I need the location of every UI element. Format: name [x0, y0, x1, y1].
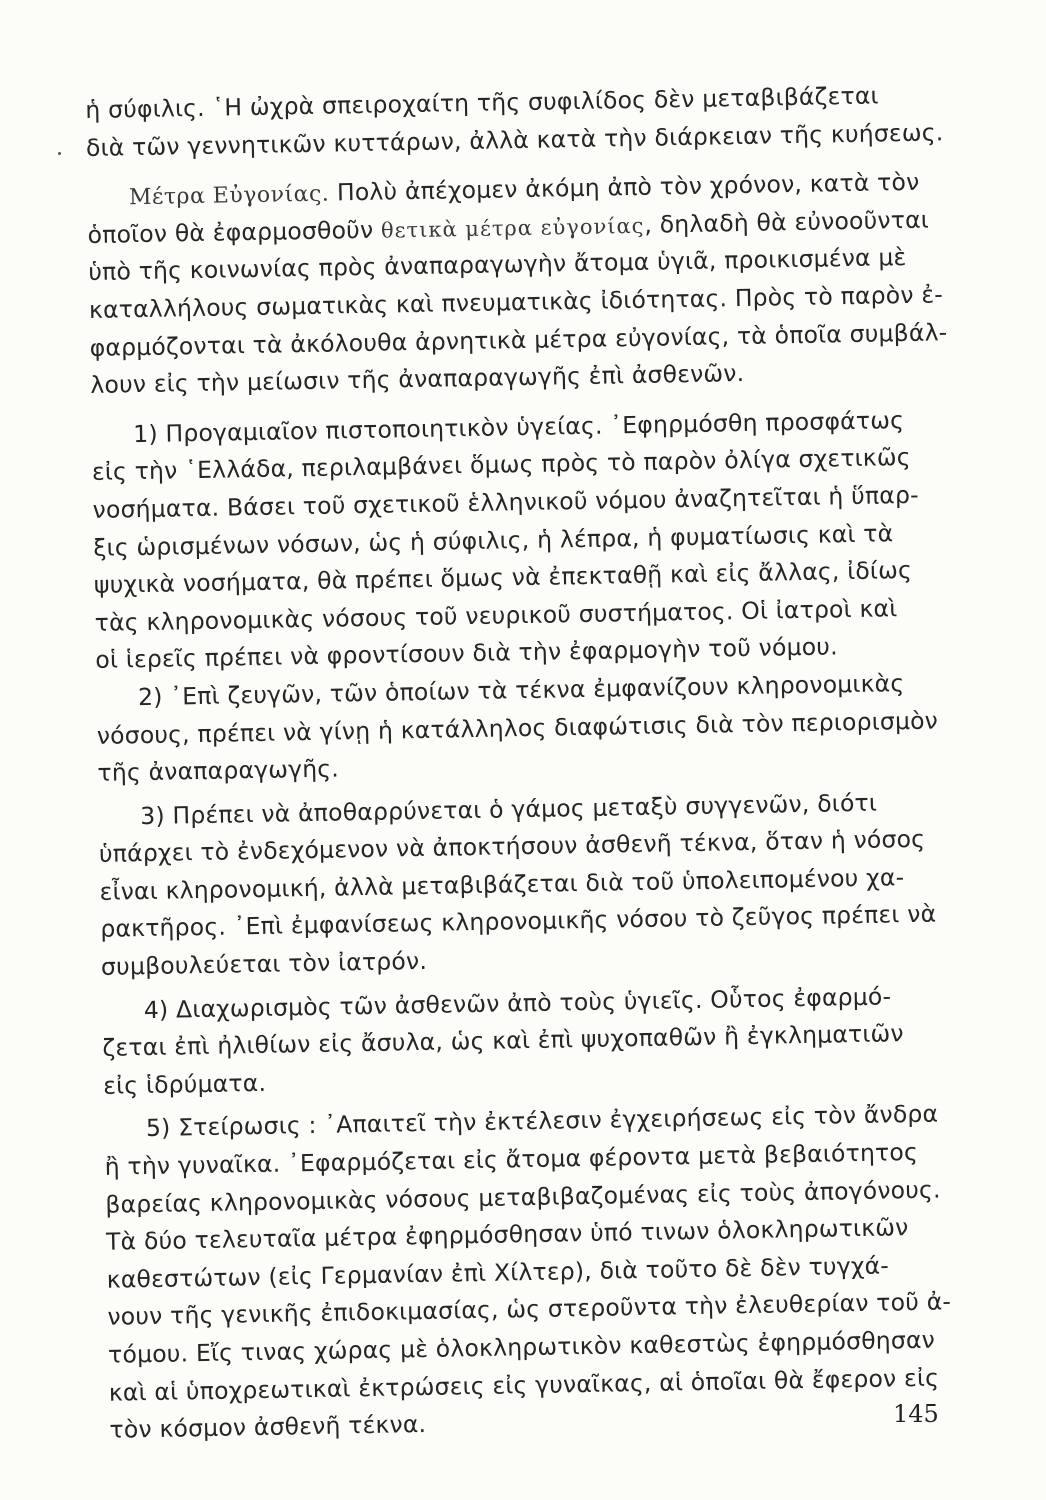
list-item-3: 3) Πρέπει νὰ ἀποθαρρύνεται ὁ γάμος μεταξὺ συγγενῶν, διότι: [140, 788, 878, 830]
list-item-2: 2) ᾿Επὶ ζευγῶν, τῶν ὁποίων τὰ τέκνα ἐμφανίζουν κληρονομικὰς: [137, 668, 905, 712]
text-line: ὑπάρχει τὸ ἐνδεχόμενον νὰ ἀποκτήσουν ἀσθενῆ τέκνα, ὅταν ἡ νόσος: [98, 825, 926, 869]
text-line: οἱ ἱερεῖς πρέπει νὰ φροντίσουν διὰ τὴν ἐφαρμογὴν τοῦ νόμου.: [95, 632, 839, 675]
body-text: [85, 76, 970, 1449]
text-line: ρακτῆρος. ᾿Επὶ ἐμφανίσεως κληρονομικῆς νόσου τὸ ζεῦγος πρέπει νὰ: [100, 900, 937, 944]
text-line: νοσήματα. Βάσει τοῦ σχετικοῦ ἑλληνικοῦ νόμου ἀναζητεῖται ἡ ὕπαρ-: [92, 480, 920, 524]
text-line: ἢ τὴν γυναῖκα. ᾿Εφαρμόζεται εἰς ἄτομα φέροντα μετὰ βεβαιότητος: [104, 1137, 919, 1181]
text-line: βαρείας κληρονομικὰς νόσους μεταβιβαζομένας εἰς τοὺς ἀπογόνους.: [105, 1175, 941, 1219]
list-item-1: 1) Προγαμιαῖον πιστοποιητικὸν ὑγείας. ᾿Εφηρμόσθη προσφάτως: [133, 405, 905, 448]
text-line: τὰς κληρονομικὰς νόσους τοῦ νευρικοῦ συστήματος. Οἱ ἰατροὶ καὶ: [94, 593, 898, 637]
text-line: ζεται ἐπὶ ἠλιθίων εἰς ἄσυλα, ὡς καὶ ἐπὶ ψυχοπαθῶν ἢ ἐγκληματιῶν: [102, 1019, 904, 1063]
text-line: λουν εἰς τὴν μείωσιν τῆς ἀναπαραγωγῆς ἐπὶ ἀσθενῶν.: [90, 359, 745, 400]
text-line: εἰς τὴν ῾Ελλάδα, περιλαμβάνει ὅμως πρὸς τὸ παρὸν ὀλίγα σχετικῶς: [91, 443, 911, 487]
text-line: καταλλήλους σωματικὰς καὶ πνευματικὰς ἰδιότητας. Πρὸς τὸ παρὸν ἐ-: [88, 280, 944, 324]
text-line: Τὰ δύο τελευταῖα μέτρα ἐφηρμόσθησαν ὑπό τινων ὁλοκληρωτικῶν: [105, 1213, 909, 1257]
text-line: διὰ τῶν γεννητικῶν κυττάρων, ἀλλὰ κατὰ τὴν διάρκειαν τῆς κυήσεως.: [85, 117, 944, 162]
emphasized-term: θετικὰ μέτρα εὐγονίας: [380, 213, 645, 243]
list-item-4: 4) Διαχωρισμὸς τῶν ἀσθενῶν ἀπὸ τοὺς ὑγιεῖς. Οὗτος ἐφαρμό-: [143, 982, 892, 1024]
text-line: εἶναι κληρονομική, ἀλλὰ μεταβιβάζεται διὰ τοῦ ὑπολειπομένου χα-: [99, 862, 905, 906]
margin-speck: [58, 152, 61, 155]
text-line: εἰς ἱδρύματα.: [102, 1068, 267, 1100]
text-line: συμβουλεύεται τὸν ἰατρόν.: [100, 946, 428, 981]
text-span: Πολὺ ἀπέχομεν ἀκόμη ἀπὸ τὸν χρόνον, κατὰ τὸν: [329, 167, 920, 207]
text-line: ὑπὸ τῆς κοινωνίας πρὸς ἀναπαραγωγὴν ἄτομα ὑγιᾶ, προικισμένα μὲ: [88, 243, 907, 287]
text-line: ξις ὡρισμένων νόσων, ὡς ἡ σύφιλις, ἡ λέπρα, ἡ φυματίωσις καὶ τὰ: [93, 518, 894, 562]
text-line: νόσους, πρέπει νὰ γίνῃ ἡ κατάλληλος διαφώτισις διὰ τὸν περιορισμὸν: [96, 705, 939, 750]
text-line: καὶ αἱ ὑποχρεωτικαὶ ἐκτρώσεις εἰς γυναῖκας, αἱ ὁποῖαι θὰ ἔφερον εἰς: [108, 1363, 940, 1407]
text-line: τὸν κόσμον ἀσθενῆ τέκνα.: [109, 1410, 427, 1444]
text-span: , δηλαδὴ θὰ εὐνοοῦνται: [644, 205, 930, 239]
list-item-5: 5) Στείρωσις : ᾿Απαιτεῖ τὴν ἐκτέλεσιν ἐγχειρήσεως εἰς τὸν ἄνδρα: [145, 1099, 939, 1143]
page-number: 145: [893, 1400, 939, 1428]
text-line: ἡ σύφιλις. ῾Η ὠχρὰ σπειροχαίτη τῆς συφιλίδος δὲν μεταβιβάζεται: [85, 81, 879, 124]
text-span: ὁποῖον θὰ ἐφαρμοσθοῦν: [87, 215, 382, 249]
text-line: τόμου. Εἴς τινας χώρας μὲ ὁλοκληρωτικὸν καθεστὼς ἐφηρμόσθησαν: [107, 1325, 936, 1369]
section-heading-eugenics: Μέτρα Εὐγονίας.: [128, 181, 330, 211]
text-line: τῆς ἀναπαραγωγῆς.: [97, 754, 340, 787]
text-line: φαρμόζονται τὰ ἀκόλουθα ἀρνητικὰ μέτρα εὐγονίας, τὰ ὁποῖα συμβάλ-: [89, 317, 948, 362]
text-line: ψυχικὰ νοσήματα, θὰ πρέπει ὅμως νὰ ἐπεκταθῇ καὶ εἰς ἄλλας, ἰδίως: [93, 556, 913, 600]
text-line: νουν τῆς γενικῆς ἐπιδοκιμασίας, ὡς στεροῦντα τὴν ἐλευθερίαν τοῦ ἀ-: [107, 1287, 952, 1332]
text-line: καθεστώτων (εἰς Γερμανίαν ἐπὶ Χίλτερ), διὰ τοῦτο δὲ δὲν τυγχά-: [106, 1251, 890, 1294]
